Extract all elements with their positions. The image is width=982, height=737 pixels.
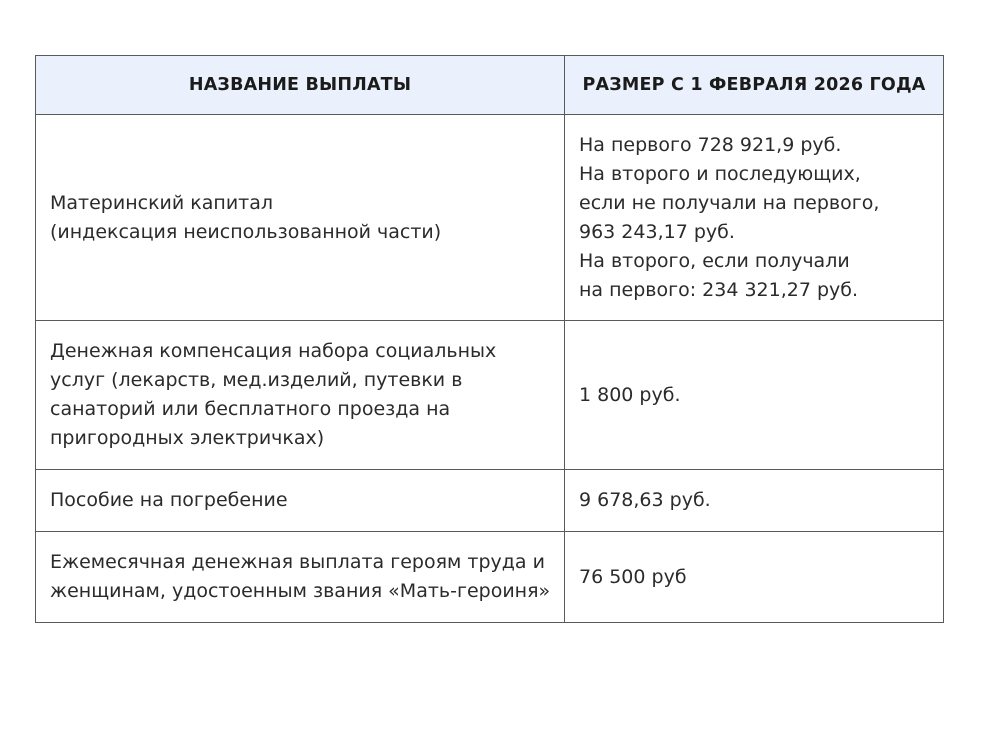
payment-amount-line: На первого 728 921,9 руб. [579,133,842,156]
payment-name-line: (индексация неиспользованной части) [50,220,442,243]
payment-amount-line: На второго, если получали [579,249,850,272]
payment-name-cell [36,115,565,321]
table-row [36,470,944,532]
table-row [36,321,944,470]
payment-name-cell [36,470,565,532]
payment-name-line: услуг (лекарств, мед.изделий, путевки в [50,369,463,391]
payment-name-line: женщинам, удостоенным звания «Мать-героиня» [50,580,551,602]
table-row [36,115,944,321]
payment-name-cell [36,532,565,623]
payment-amount-cell [565,321,944,470]
payment-name-cell [36,321,565,470]
payment-name-line: Материнский капитал [50,191,274,214]
payment-name-line: Ежемесячная денежная выплата героям труда и [50,551,545,573]
header-payment-name: НАЗВАНИЕ ВЫПЛАТЫ [36,56,565,115]
payment-amount-line: На второго и последующих, [579,162,861,185]
payment-name-line: пригородных электричках) [50,427,325,449]
payment-name-line: Пособие на погребение [50,489,288,511]
table-header-row [36,56,944,115]
table-row [36,532,944,623]
payment-amount-line: если не получали на первого, [579,191,880,214]
payment-amount-cell [565,532,944,623]
payment-amount-line: 9 678,63 руб. [579,489,711,511]
payment-name-line: Денежная компенсация набора социальных [50,340,497,362]
payments-table [35,55,944,623]
payment-name-line: санаторий или бесплатного проезда на [50,398,451,420]
header-payment-amount: РАЗМЕР С 1 ФЕВРАЛЯ 2026 ГОДА [565,56,944,115]
payment-amount-line: 963 243,17 руб. [579,220,735,243]
payment-amount-cell [565,115,944,321]
payment-amount-line: на первого: 234 321,27 руб. [579,278,859,301]
payment-amount-cell [565,470,944,532]
payment-amount-line: 76 500 руб [579,565,687,588]
payment-amount-line: 1 800 руб. [579,383,681,406]
